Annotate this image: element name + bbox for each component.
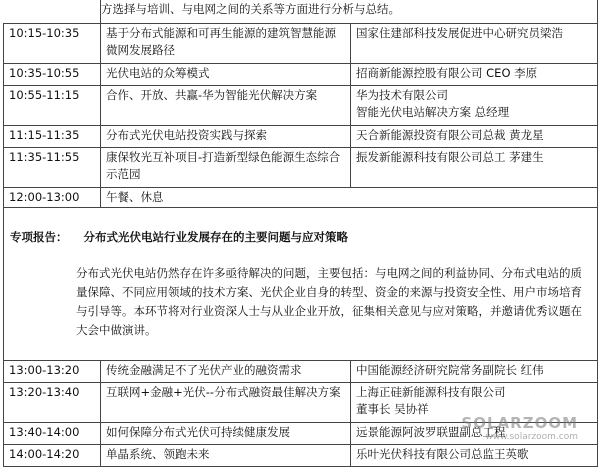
session-speaker: 华为技术有限公司 智能光伏电站解决方案 总经理: [351, 85, 598, 125]
section-body: 分布式光伏电站仍然存在许多亟待解决的问题，主要包括：与电网之间的利益协同、分布式电站的质量保障、不同应用领域的技术方案、光伏企业自身的转型、资金的来源与投资安全性、用户市场培育与引导等。本环节将对行业资深人士与从业企业开放，征集相关意见与应对策略，并邀请优秀议题在大会中做演讲。: [76, 265, 582, 337]
session-time: 10:55-11:15: [4, 85, 101, 125]
top-fragment-row: [4, 0, 598, 23]
section-row: [4, 207, 598, 360]
session-topic: 基于分布式能源和可再生能源的建筑智慧能源微网发展路径: [101, 23, 351, 63]
section-title: 分布式光伏电站行业发展存在的主要问题与应对策略: [83, 229, 348, 244]
session-speaker: 中国能源经济研究院常务副院长 红伟: [351, 360, 598, 382]
session-time: 13:00-13:20: [4, 360, 101, 382]
session-time: 14:00-14:20: [4, 444, 101, 466]
session-time: 11:35-11:55: [4, 147, 101, 187]
session-topic: 传统金融满足不了光伏产业的融资需求: [101, 360, 351, 382]
agenda-row: [4, 85, 598, 125]
section-cell: [4, 207, 598, 360]
agenda-row: [4, 23, 598, 63]
watermark-url: www.solarzoom.com: [485, 432, 578, 442]
session-speaker: 上海正硅新能源科技有限公司 董事长 吴协祥: [351, 382, 598, 422]
session-topic: 光伏电站的众筹模式: [101, 63, 351, 85]
session-time: 10:15-10:35: [4, 23, 101, 63]
agenda-row: [4, 147, 598, 187]
session-topic: 分布式光伏电站投资实践与探索: [101, 125, 351, 147]
session-topic: 如何保障分布式光伏可持续健康发展: [101, 422, 351, 444]
session-speaker: 天合新能源投资有限公司总裁 黄龙星: [351, 125, 598, 147]
agenda-row: [4, 125, 598, 147]
session-topic: 合作、开放、共赢-华为智能光伏解决方案: [101, 85, 351, 125]
agenda-row: [4, 360, 598, 382]
agenda-row: [4, 422, 598, 444]
agenda-body: [4, 0, 598, 466]
session-speaker: 乐叶光伏科技有限公司总监王英歌: [351, 444, 598, 466]
session-time: 13:40-14:00: [4, 422, 101, 444]
session-time: 13:20-13:40: [4, 382, 101, 422]
session-time: 11:15-11:35: [4, 125, 101, 147]
session-speaker: 远景能源阿波罗联盟副总工程: [351, 422, 598, 444]
session-speaker: 振发新能源科技有限公司总工 茅建生: [351, 147, 598, 187]
section-label: 专项报告：: [10, 229, 68, 244]
lunch-text: 午餐、休息: [101, 187, 598, 207]
agenda-row: [4, 444, 598, 466]
session-time: 10:35-10:55: [4, 63, 101, 85]
agenda-table: [3, 0, 598, 467]
agenda-row: [4, 63, 598, 85]
session-speaker: 招商新能源控股有限公司 CEO 李原: [351, 63, 598, 85]
session-topic: 单晶系统、领跑未来: [101, 444, 351, 466]
session-speaker: 国家住建部科技发展促进中心研究员梁浩: [351, 23, 598, 63]
top-fragment-text: 方选择与培训、与电网之间的关系等方面进行分析与总结。: [101, 0, 598, 23]
watermark-logo: SOLARZOOM: [461, 414, 578, 432]
lunch-row: [4, 187, 598, 207]
agenda-row: [4, 382, 598, 422]
lunch-time: 12:00-13:00: [4, 187, 101, 207]
session-topic: 互联网+金融+光伏--分布式融资最佳解决方案: [101, 382, 351, 422]
session-topic: 康保牧光互补项目-打造新型绿色能源生态综合示范园: [101, 147, 351, 187]
